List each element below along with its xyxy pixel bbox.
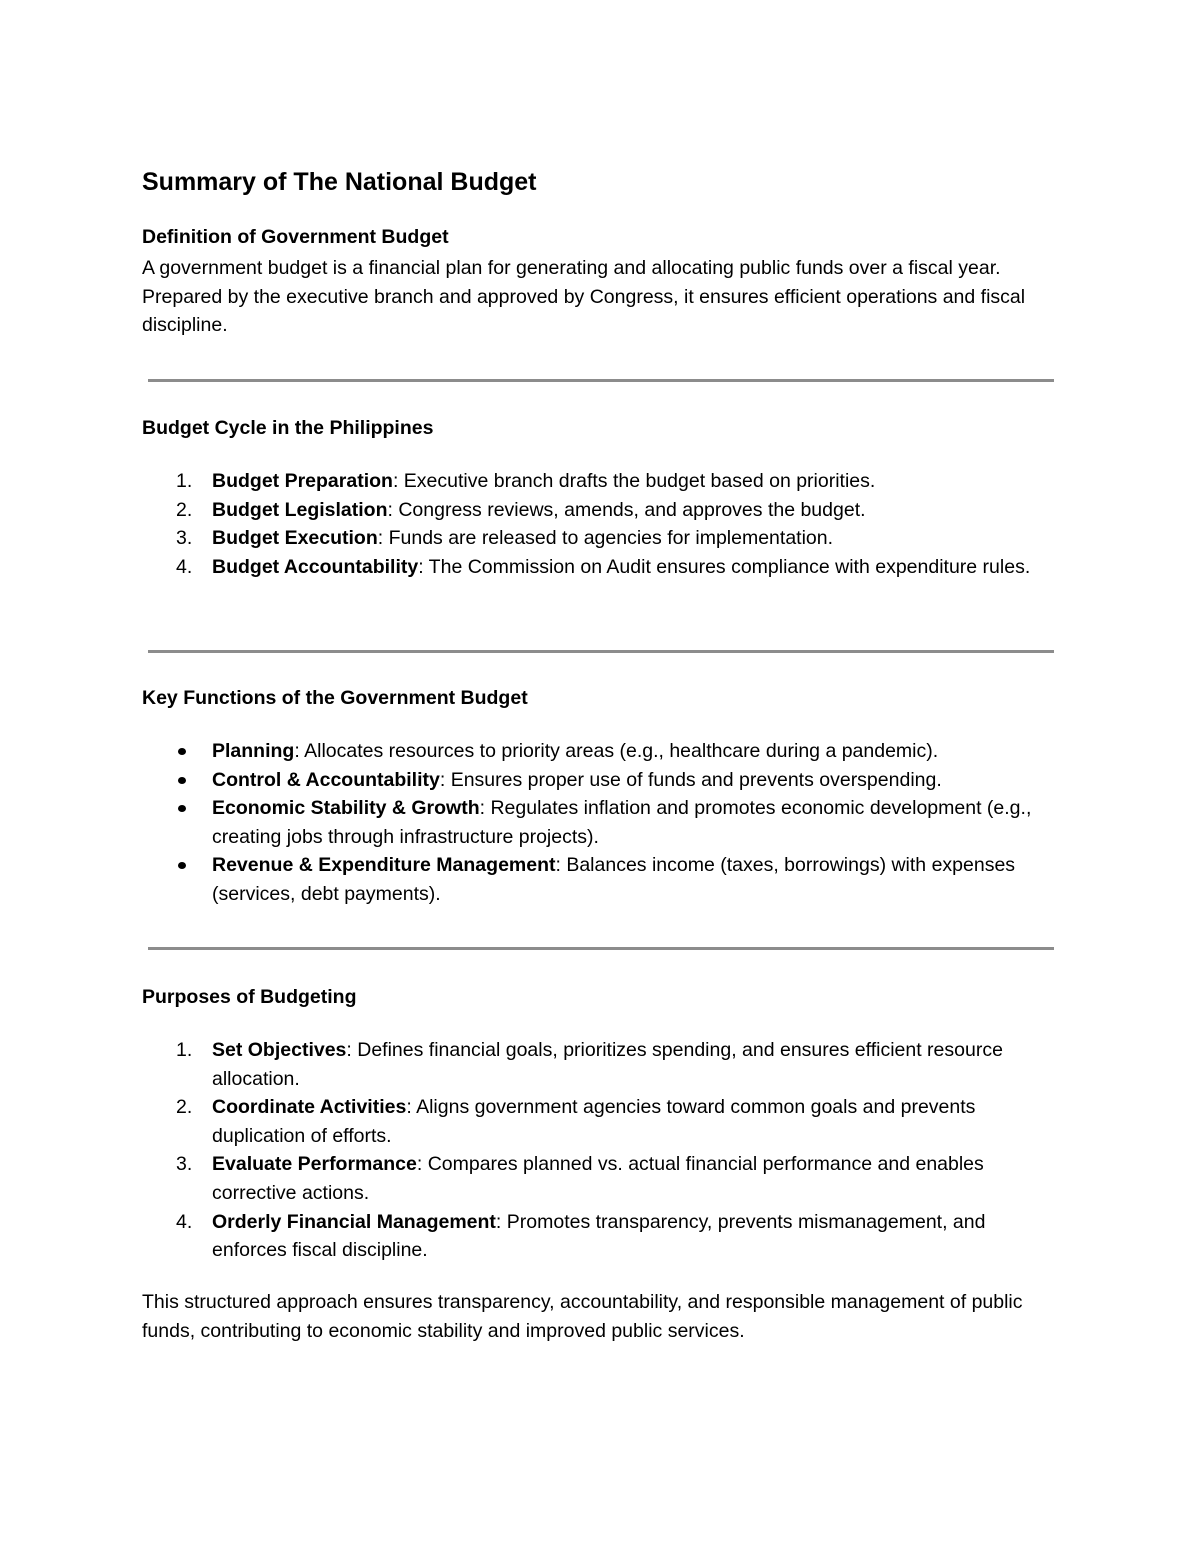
list-item (142, 1150, 1062, 1207)
purposes-list (142, 1036, 1062, 1265)
list-item (142, 1208, 1062, 1265)
item-term: Set Objectives (212, 1039, 347, 1061)
list-item (142, 766, 1062, 795)
item-term: Budget Execution (212, 527, 378, 550)
bullet-icon (178, 777, 186, 784)
item-text: : Compares planned vs. actual financial performance and enables corrective actions. (212, 1153, 984, 1204)
conclusion-text: This structured approach ensures transparency, accountability, and responsible management of public funds, contributing to economic stability and improved public services. (142, 1291, 1023, 1342)
list-number: 3. (176, 527, 193, 550)
list-item (142, 794, 1062, 851)
list-number: 4. (176, 555, 193, 578)
list-item (142, 524, 1062, 553)
list-item (142, 467, 1062, 496)
item-text: : Defines financial goals, prioritizes spending, and ensures efficient resource allocation. (212, 1039, 1003, 1090)
list-number: 1. (176, 470, 193, 492)
list-item (142, 553, 1062, 582)
list-item (142, 496, 1062, 525)
item-term: Planning (212, 740, 295, 762)
item-term: Orderly Financial Management (212, 1210, 496, 1233)
bullet-icon (178, 805, 186, 812)
section-divider (148, 379, 1054, 382)
page-title: Summary of The National Budget (142, 168, 537, 196)
item-text: : The Commission on Audit ensures compliance with expenditure rules. (418, 555, 1031, 578)
budget-cycle-heading: Budget Cycle in the Philippines (142, 417, 434, 439)
definition-text: A government budget is a financial plan for generating and allocating public funds over a fiscal year. Prepared by the executive branch and approved by Congress, it ensures efficient operations and fiscal discipline. (142, 257, 1026, 337)
list-number: 2. (176, 498, 193, 521)
item-term: Coordinate Activities (212, 1096, 407, 1119)
bullet-icon (178, 862, 186, 869)
list-item (142, 1093, 1062, 1150)
item-term: Revenue & Expenditure Management (212, 854, 556, 877)
section-divider (148, 650, 1054, 653)
item-term: Budget Preparation (212, 470, 393, 492)
item-term: Evaluate Performance (212, 1153, 417, 1176)
item-text: : Balances income (taxes, borrowings) with expenses (services, debt payments). (212, 854, 1016, 905)
budget-cycle-list (142, 467, 1062, 581)
item-text: : Allocates resources to priority areas (e.g., healthcare during a pandemic). (294, 740, 939, 762)
bullet-icon (178, 748, 186, 755)
list-number: 1. (176, 1039, 193, 1061)
item-text: : Congress reviews, amends, and approves the budget. (387, 498, 866, 521)
item-text: : Aligns government agencies toward common goals and prevents duplication of efforts. (212, 1096, 976, 1147)
list-number: 3. (176, 1153, 193, 1176)
list-number: 2. (176, 1096, 193, 1119)
list-item (142, 737, 1062, 766)
item-term: Economic Stability & Growth (212, 797, 480, 820)
definition-heading: Definition of Government Budget (142, 226, 449, 248)
item-text: : Funds are released to agencies for implementation. (377, 527, 834, 550)
section-divider (148, 947, 1054, 950)
item-text: : Promotes transparency, prevents mismanagement, and enforces fiscal discipline. (212, 1210, 986, 1262)
item-term: Budget Accountability (212, 555, 419, 578)
purposes-heading: Purposes of Budgeting (142, 986, 357, 1008)
list-number: 4. (176, 1210, 193, 1233)
item-term: Control & Accountability (212, 768, 440, 791)
list-item (142, 851, 1062, 908)
item-text: : Executive branch drafts the budget based on priorities. (392, 470, 876, 492)
list-item (142, 1036, 1062, 1093)
key-functions-list (142, 737, 1062, 909)
key-functions-heading: Key Functions of the Government Budget (142, 687, 528, 709)
item-text: : Ensures proper use of funds and prevents overspending. (439, 768, 942, 791)
item-text: : Regulates inflation and promotes economic development (e.g., creating jobs through infrastructure projects). (212, 797, 1032, 848)
item-term: Budget Legislation (212, 498, 388, 521)
